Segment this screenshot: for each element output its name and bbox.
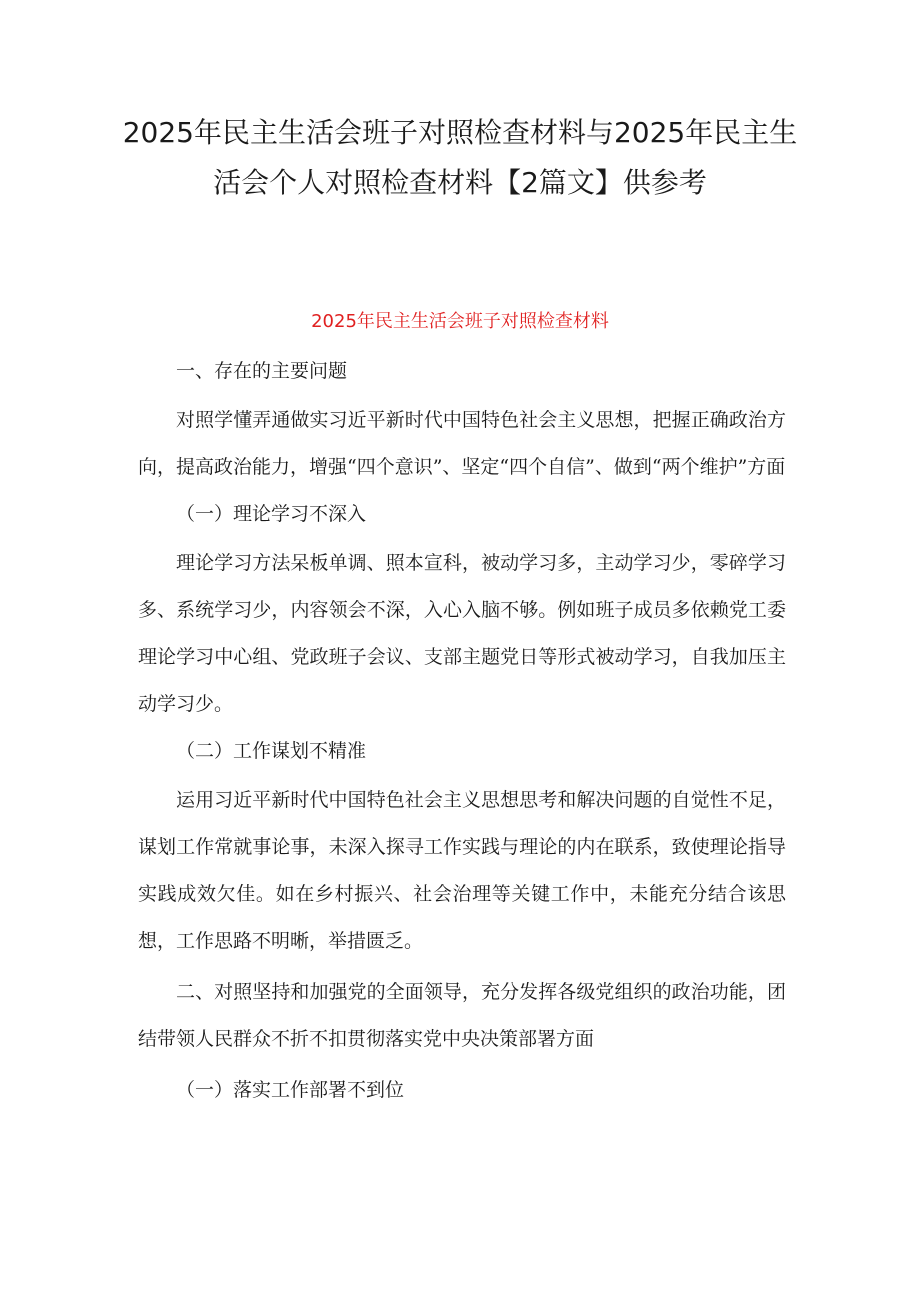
document-title: 2025年民主生活会班子对照检查材料与2025年民主生活会个人对照检查材料【2篇文】供参考 bbox=[122, 116, 798, 199]
heading-main-problems: 一、存在的主要问题 bbox=[176, 360, 348, 382]
paragraph-theory-study: 理论学习方法呆板单调、照本宣科，被动学习多，主动学习少，零碎学习多、系统学习少，内容领会不深，入心入脑不够。例如班子成员多依赖党工委理论学习中心组、党政班子会议、支部主题党日等形式被动学习，自我加压主动学习少。 bbox=[138, 552, 786, 715]
heading-work-planning: （二）工作谋划不精准 bbox=[176, 740, 367, 762]
document-body bbox=[138, 348, 786, 1114]
section-title: 2025年民主生活会班子对照检查材料 bbox=[311, 311, 609, 332]
heading-party-leadership: 二、对照坚持和加强党的全面领导，充分发挥各级党组织的政治功能，团结带领人民群众不折不扣贯彻落实党中央决策部署方面 bbox=[138, 981, 786, 1050]
heading-theory-study: （一）理论学习不深入 bbox=[176, 503, 367, 525]
heading-deployment: （一）落实工作部署不到位 bbox=[176, 1079, 405, 1101]
paragraph-political-direction: 对照学懂弄通做实习近平新时代中国特色社会主义思想，把握正确政治方向，提高政治能力，增强“四个意识”、坚定“四个自信”、做到“两个维护”方面 bbox=[138, 409, 786, 478]
paragraph-work-planning: 运用习近平新时代中国特色社会主义思想思考和解决问题的自觉性不足，谋划工作常就事论事，未深入探寻工作实践与理论的内在联系，致使理论指导实践成效欠佳。如在乡村振兴、社会治理等关键工作中，未能充分结合该思想，工作思路不明晰，举措匮乏。 bbox=[138, 789, 786, 952]
